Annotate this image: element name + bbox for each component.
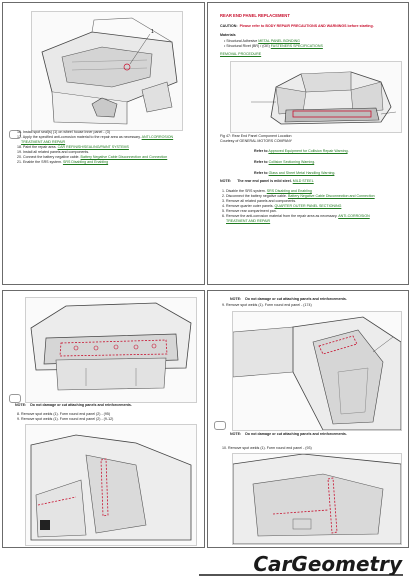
step-text: 9. Remove spot welds (1). Form round end panel (2) - (9-12) [17, 417, 114, 421]
watermark-text: CarGeometry [253, 552, 402, 576]
step-text: 2. Disconnect the battery negative cable. Battery Negative Cable Disconnection and Connection [222, 194, 375, 198]
cargeometry-logo [197, 549, 407, 577]
link-srs[interactable]: SRS Disabling and Enabling [62, 160, 109, 164]
link-treatment[interactable]: TREATMENT AND REPAIR [226, 219, 271, 223]
figure-rear-end-drawing [231, 62, 401, 132]
link-quarter-outer[interactable]: QUARTER OUTER PANEL SECTIONING [274, 204, 342, 208]
figure-side-welds [25, 424, 197, 546]
step-text: 3. Remove all related panels and components. [222, 199, 297, 203]
figure-courtesy: Courtesy of GENERAL MOTORS COMPANY [220, 139, 293, 143]
section-title: REAR END PANEL REPLACEMENT [220, 13, 290, 18]
note-line: NOTE: Do not damage or cut attaching panels and reinforcements. [230, 297, 347, 301]
manual-page-1 [2, 2, 205, 285]
step-text: 1. Disable the SRS system. SRS Disabling and Enabling [222, 189, 312, 193]
step-text: 5. Remove rear compartment pan. [222, 209, 277, 213]
note-line: NOTE: Do not damage or cut attaching panels and reinforcements. [15, 403, 132, 407]
manual-page-2 [207, 2, 409, 285]
caution-line: CAUTION: Please refer to BODY REPAIR PRECAUTIONS AND WARNINGS before starting. [220, 24, 374, 28]
step-text: 16. Install spot seal(s) (1) on wheel house inner panel - (3) [17, 130, 110, 134]
manual-page-4 [207, 290, 409, 548]
figure-stamp-icon [9, 394, 21, 403]
refer-line: Refer to Collision Sectioning Warning. [254, 160, 316, 164]
link-anticorrosion[interactable]: ANTI-CORROSION [338, 214, 370, 218]
link-fasteners[interactable]: FASTENERS SPECIFICATIONS [270, 44, 323, 48]
link-paint[interactable]: CAR REFINISH/SEALING/PAINT SYSTEMS [57, 145, 129, 149]
removal-procedure-link[interactable]: REMOVAL PROCEDURE [220, 52, 262, 56]
material-item: • Structural Rivet (BR) / (OE) FASTENERS SPECIFICATIONS [224, 44, 323, 48]
figure-rear-panel-welds-drawing [26, 298, 196, 402]
figure-stamp-icon [214, 421, 226, 430]
figure-rear-end-panel [230, 61, 402, 133]
figure-quarter-welds [232, 311, 402, 431]
manual-page-3 [2, 290, 205, 548]
link-bonding[interactable]: METAL PANEL BONDING [258, 39, 300, 43]
step-text: 4. Remove quarter outer panels. QUARTER OUTER PANEL SECTIONING [222, 204, 342, 208]
svg-text:1: 1 [151, 29, 154, 35]
cargeometry-logo-svg [197, 549, 407, 577]
figure-quarter-welds-drawing [233, 312, 401, 430]
note-line: NOTE: Do not damage or cut attaching panels and reinforcements. [230, 432, 347, 436]
link-srs[interactable]: SRS Disabling and Enabling [266, 189, 312, 193]
link-battery[interactable]: Battery Negative Cable Disconnection and Connection [80, 155, 168, 159]
figure-wheelhouse [31, 11, 183, 131]
figure-side-welds-drawing [26, 425, 196, 545]
material-item: • Structural Adhesive METAL PANEL BONDING [224, 39, 300, 43]
figure-corner-welds-drawing [233, 454, 401, 544]
refer-line: Refer to Approved Equipment for Collision Repair Warning. [254, 149, 349, 153]
step-text: 9. Remove spot welds (1). Form round end panel - (174) [222, 303, 312, 307]
link-battery[interactable]: Battery Negative Cable Disconnection and Connection [287, 194, 375, 198]
note-line: NOTE: The rear end panel is mild steel. MILD STEEL [220, 179, 314, 183]
link-anticorrosion[interactable]: ANTI-CORROSION [141, 135, 174, 139]
link-treatment[interactable]: TREATMENT AND REPAIR [21, 140, 66, 144]
materials-label: Materials [220, 33, 236, 37]
link-approved-equipment[interactable]: Approved Equipment for Collision Repair Warning [268, 149, 348, 153]
refer-line: Refer to Glass and Sheet Metal Handling Warning. [254, 171, 336, 175]
link-glass-sheet-metal[interactable]: Glass and Sheet Metal Handling Warning [268, 171, 335, 175]
figure-wheelhouse-drawing [32, 12, 182, 130]
step-text: 18. Paint the repair area. CAR REFINISH/SEALING/PAINT SYSTEMS [17, 145, 129, 149]
step-text: 19. Install all related panels and components. [17, 150, 90, 154]
step-text: 17. Apply the specified anti-corrosion material to the repair area as necessary. ANTI-CORROSION [17, 135, 174, 139]
link-mild-steel[interactable]: MILD STEEL [292, 179, 314, 183]
step-text: 20. Connect the battery negative cable. Battery Negative Cable Disconnection and Connection [17, 155, 168, 159]
step-text: 6. Remove the anti-corrosion material from the repair area as necessary. ANTI-CORROSION [222, 214, 370, 218]
step-text: 10. Remove spot welds (1). Form round end panel - (93) [222, 446, 312, 450]
figure-rear-panel-welds [25, 297, 197, 403]
figure-caption: Fig 47: Rear End Panel Component Location [220, 134, 292, 138]
link-collision-sectioning[interactable]: Collision Sectioning Warning [268, 160, 315, 164]
figure-corner-welds [232, 453, 402, 545]
step-text: 8. Remove spot welds (1). Form round end panel (2) - (95) [17, 412, 111, 416]
step-text: 21. Enable the SRS system. SRS Disabling and Enabling [17, 160, 109, 164]
